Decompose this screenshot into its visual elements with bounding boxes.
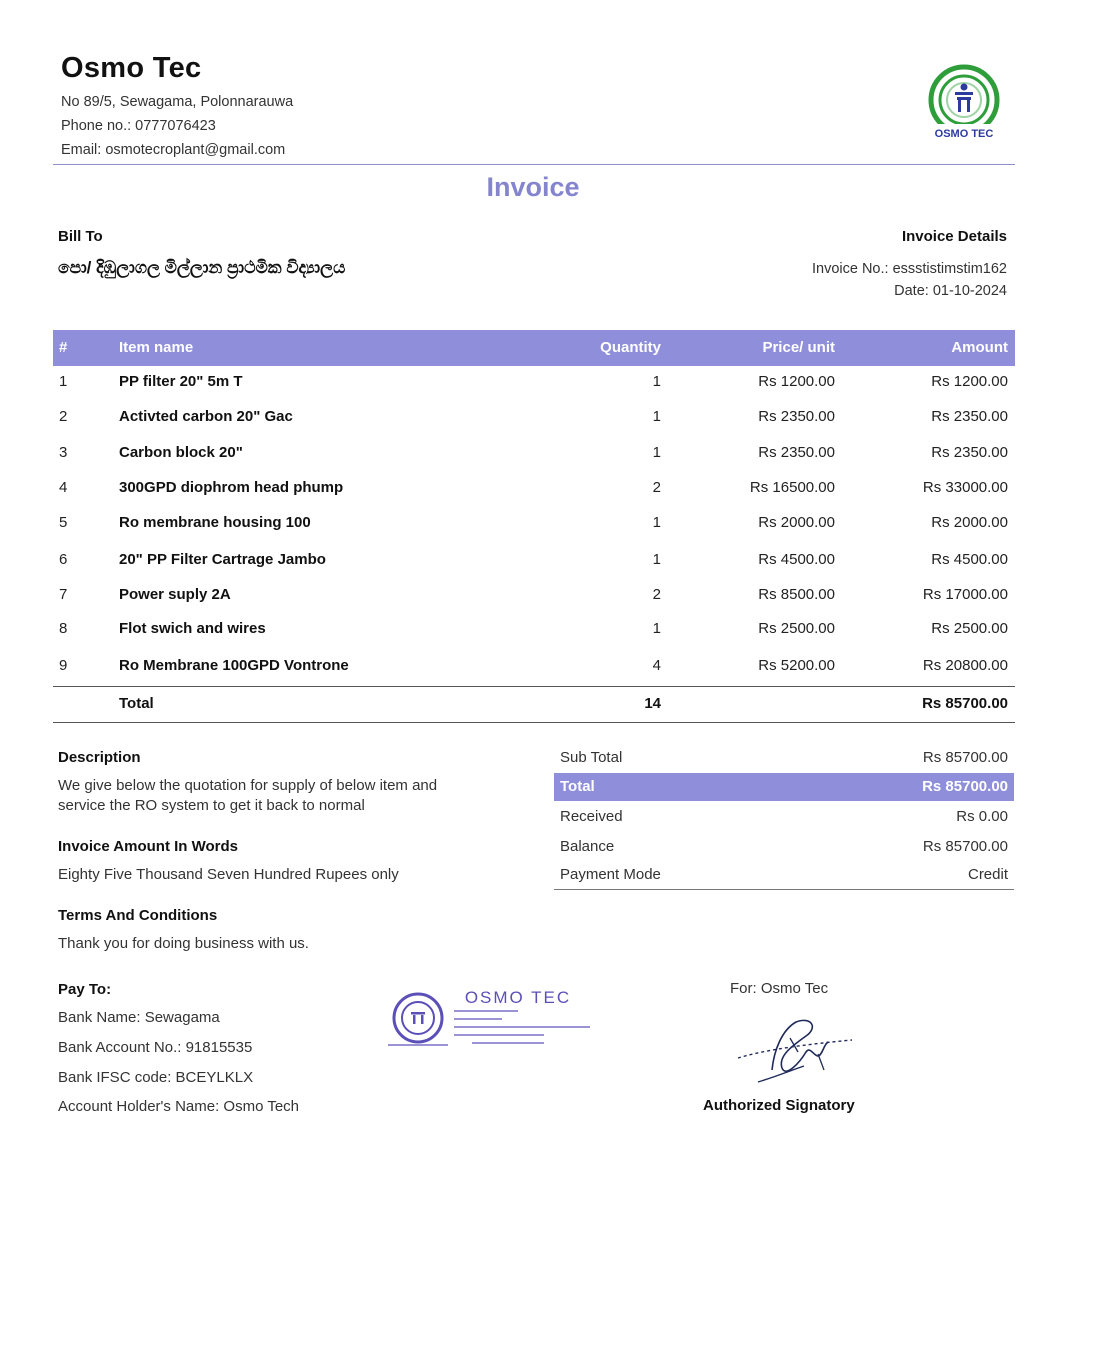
row-number: 7	[59, 586, 68, 603]
summary-balance	[554, 833, 1014, 861]
company-email: Email: osmotecroplant@gmail.com	[61, 142, 286, 158]
header-amount: Amount	[951, 339, 1008, 356]
row-quantity: 2	[652, 479, 661, 496]
row-quantity: 4	[652, 657, 661, 674]
row-item-name: Ro membrane housing 100	[119, 514, 311, 531]
row-item-name: Activted carbon 20" Gac	[119, 408, 293, 425]
row-number: 4	[59, 479, 68, 496]
page-title: Invoice	[486, 172, 580, 202]
row-quantity: 1	[652, 514, 661, 531]
row-price: Rs 8500.00	[758, 586, 835, 603]
row-number: 3	[59, 444, 68, 461]
row-price: Rs 1200.00	[758, 373, 835, 390]
row-amount: Rs 2000.00	[931, 514, 1008, 531]
table-row	[53, 399, 1015, 435]
company-phone: Phone no.: 0777076423	[61, 118, 216, 134]
payment-mode-value: Credit	[967, 866, 1008, 883]
row-price: Rs 2350.00	[758, 408, 835, 425]
table-row	[53, 364, 1015, 400]
sub-total-label: Sub Total	[560, 749, 623, 766]
company-stamp	[386, 986, 598, 1052]
row-item-name: Ro Membrane 100GPD Vontrone	[119, 657, 349, 674]
bank-ifsc-code: Bank IFSC code: BCEYLKLX	[58, 1069, 254, 1086]
row-number: 2	[59, 408, 68, 425]
table-row	[53, 648, 1015, 684]
row-item-name: Flot swich and wires	[119, 620, 266, 637]
total-quantity: 14	[644, 695, 661, 712]
bill-to-label: Bill To	[58, 228, 103, 245]
amount-words-label: Invoice Amount In Words	[58, 838, 239, 855]
for-company-label: For: Osmo Tec	[730, 980, 829, 997]
company-name: Osmo Tec	[61, 52, 202, 84]
balance-label: Balance	[560, 838, 615, 855]
payment-mode-label: Payment Mode	[560, 866, 661, 883]
row-price: Rs 2350.00	[758, 444, 835, 461]
row-number: 8	[59, 620, 68, 637]
header-number: #	[59, 339, 68, 356]
summary-payment-mode	[554, 861, 1014, 889]
stamp-title: OSMO TEC	[464, 988, 572, 1007]
row-item-name: PP filter 20" 5m T	[119, 373, 243, 390]
row-number: 5	[59, 514, 68, 531]
summary-sub-total	[554, 744, 1014, 772]
row-quantity: 2	[652, 586, 661, 603]
summary-total-value: Rs 85700.00	[922, 778, 1008, 795]
table-total-row	[53, 686, 1015, 722]
total-label: Total	[119, 695, 154, 712]
total-amount: Rs 85700.00	[922, 695, 1008, 712]
summary-received	[554, 803, 1014, 831]
balance-value: Rs 85700.00	[922, 838, 1008, 855]
pay-to-label: Pay To:	[58, 981, 112, 998]
received-label: Received	[560, 808, 623, 825]
description-line-2: service the RO system to get it back to normal	[58, 797, 365, 814]
row-amount: Rs 2350.00	[931, 444, 1008, 461]
received-value: Rs 0.00	[956, 808, 1008, 825]
items-table-header	[53, 330, 1015, 366]
row-amount: Rs 1200.00	[931, 373, 1008, 390]
row-item-name: 20" PP Filter Cartrage Jambo	[119, 551, 326, 568]
row-quantity: 1	[652, 551, 661, 568]
description-label: Description	[58, 749, 141, 766]
row-quantity: 1	[652, 444, 661, 461]
row-price: Rs 5200.00	[758, 657, 835, 674]
row-price: Rs 16500.00	[749, 479, 835, 496]
table-row	[53, 505, 1015, 541]
row-item-name: Carbon block 20"	[119, 444, 243, 461]
row-price: Rs 2000.00	[758, 514, 835, 531]
invoice-date: Date: 01-10-2024	[894, 283, 1007, 299]
row-number: 1	[59, 373, 68, 390]
authorized-signatory-label: Authorized Signatory	[703, 1097, 855, 1114]
terms-label: Terms And Conditions	[58, 907, 218, 924]
row-item-name: Power suply 2A	[119, 586, 231, 603]
table-row	[53, 542, 1015, 578]
bank-account-number: Bank Account No.: 91815535	[58, 1039, 253, 1056]
row-number: 9	[59, 657, 68, 674]
description-line-1: We give below the quotation for supply of below item and	[58, 777, 438, 794]
amount-words-text: Eighty Five Thousand Seven Hundred Rupees only	[58, 866, 399, 883]
header-price: Price/ unit	[762, 339, 835, 356]
header-item-name: Item name	[119, 339, 194, 356]
row-amount: Rs 33000.00	[922, 479, 1008, 496]
terms-text: Thank you for doing business with us.	[58, 935, 309, 952]
summary-total-label: Total	[560, 778, 595, 795]
row-quantity: 1	[652, 408, 661, 425]
row-amount: Rs 17000.00	[922, 586, 1008, 603]
bank-name: Bank Name: Sewagama	[58, 1009, 220, 1026]
row-amount: Rs 4500.00	[931, 551, 1008, 568]
row-price: Rs 2500.00	[758, 620, 835, 637]
water-drop-logo-icon	[918, 62, 1010, 154]
table-row	[53, 577, 1015, 613]
row-quantity: 1	[652, 373, 661, 390]
logo-text: OSMO TEC	[934, 128, 994, 140]
row-amount: Rs 20800.00	[922, 657, 1008, 674]
account-holder-name: Account Holder's Name: Osmo Tech	[58, 1098, 300, 1115]
signature-mark	[728, 1012, 858, 1090]
table-row	[53, 611, 1015, 647]
row-item-name: 300GPD diophrom head phump	[119, 479, 344, 496]
row-quantity: 1	[652, 620, 661, 637]
header-quantity: Quantity	[600, 339, 661, 356]
summary-divider	[554, 889, 1014, 890]
row-amount: Rs 2500.00	[931, 620, 1008, 637]
table-row	[53, 470, 1015, 506]
table-row	[53, 435, 1015, 471]
invoice-details-label: Invoice Details	[901, 228, 1007, 245]
invoice-number: Invoice No.: essstistimstim162	[811, 261, 1007, 277]
row-number: 6	[59, 551, 68, 568]
bill-to-name: පො/ දිඹුලාගල මිල්ලාන ප්‍රාථමික විද්‍යාලය	[58, 258, 346, 277]
company-address: No 89/5, Sewagama, Polonnarauwa	[61, 94, 294, 110]
sub-total-value: Rs 85700.00	[922, 749, 1008, 766]
row-amount: Rs 2350.00	[931, 408, 1008, 425]
row-price: Rs 4500.00	[758, 551, 835, 568]
summary-total	[554, 773, 1014, 801]
header-divider	[53, 164, 1015, 165]
total-divider-bottom	[53, 722, 1015, 723]
